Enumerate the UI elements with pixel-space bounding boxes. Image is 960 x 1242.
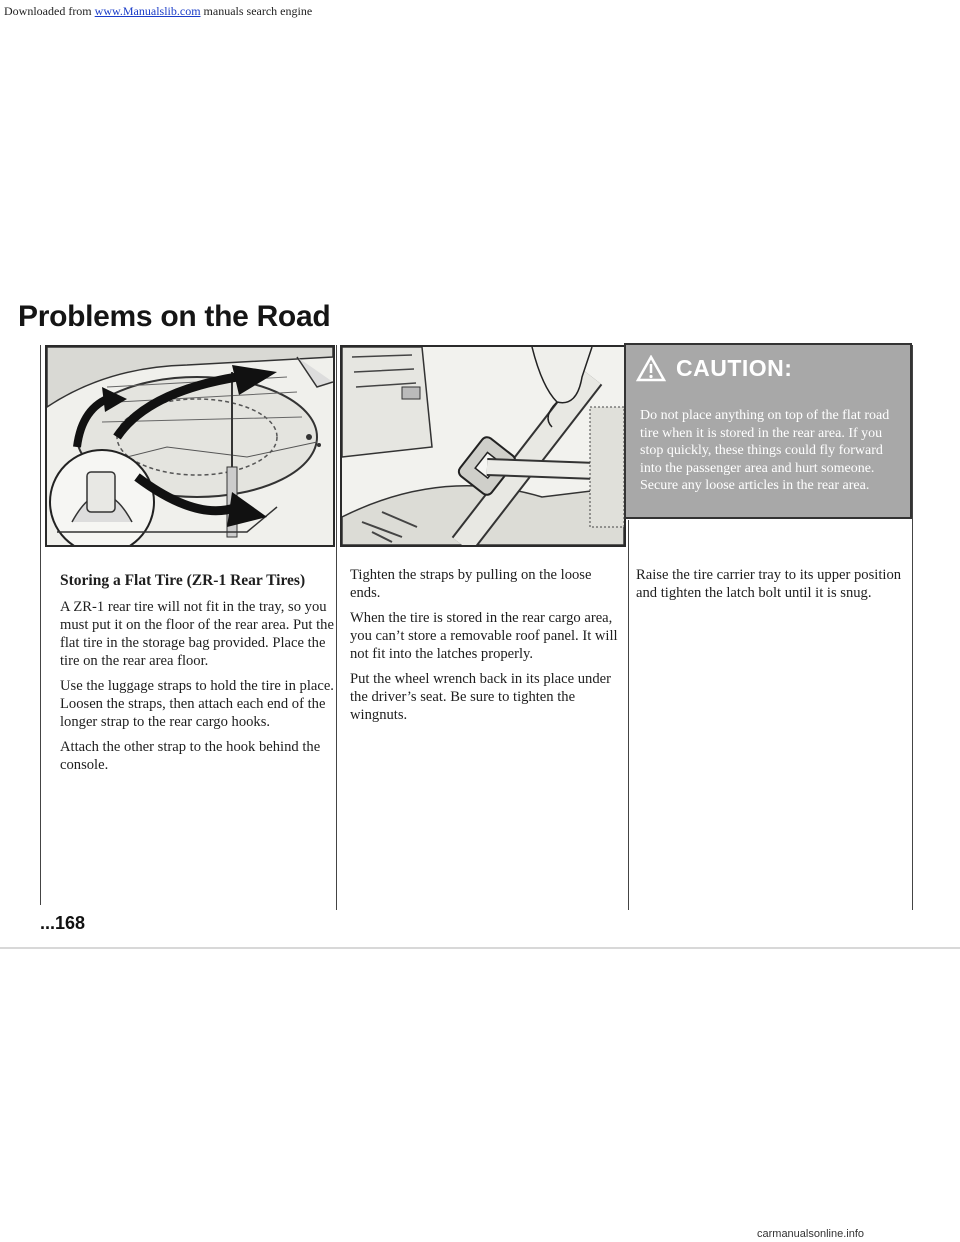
illustration-tire-storage [45,345,335,547]
paragraph: Attach the other strap to the hook behind the console. [60,739,321,773]
caution-box [624,343,912,519]
illustration-strap-buckle [340,345,626,547]
download-banner-prefix: Downloaded from [4,4,95,18]
column-divider-1 [336,345,337,910]
paragraph: Use the luggage straps to hold the tire in place. Loosen the straps, then attach each end of the longer strap to the rear cargo hooks. [60,678,334,730]
column-2 [350,566,620,731]
caution-header [636,355,792,382]
column-divider-2 [628,520,629,910]
column-divider-left [40,345,41,905]
caution-title: CAUTION: [676,355,793,381]
column-1 [60,571,335,781]
paragraph: Raise the tire carrier tray to its upper position and tighten the latch bolt until it is snug. [636,567,902,601]
warning-triangle-icon [636,355,666,382]
strap-buckle-drawing [342,347,624,545]
download-banner-suffix: manuals search engine [200,4,313,18]
tire-storage-drawing [47,347,333,545]
paragraph: When the tire is stored in the rear cargo area, you can’t store a removable roof panel. It will not fit into the latches properly. [350,610,618,662]
footer-watermark: carmanualsonline.info [757,1228,865,1240]
column-3 [636,566,904,609]
page-number: ...168 [40,913,86,933]
page-bottom-edge [0,947,960,949]
paragraph: Put the wheel wrench back in its place under the driver’s seat. Be sure to tighten the wingnuts. [350,671,611,723]
paragraph: Tighten the straps by pulling on the loose ends. [350,567,592,601]
page-title: Problems on the Road [18,300,331,333]
caution-text: Do not place anything on top of the flat road tire when it is stored in the rear area. If you stop quickly, these things could fly forward into the passenger area and hurt someone. Secure any loose articles in the rear area. [640,408,890,493]
paragraph: A ZR-1 rear tire will not fit in the tray, so you must put it on the floor of the rear area. Put the flat tire in the storage bag provided. Place the tire on the rear area floor. [60,599,334,669]
section-heading: Storing a Flat Tire (ZR-1 Rear Tires) [60,572,306,589]
download-banner [4,4,312,19]
manualslib-link[interactable]: www.Manualslib.com [94,4,201,18]
column-divider-right [912,345,913,910]
